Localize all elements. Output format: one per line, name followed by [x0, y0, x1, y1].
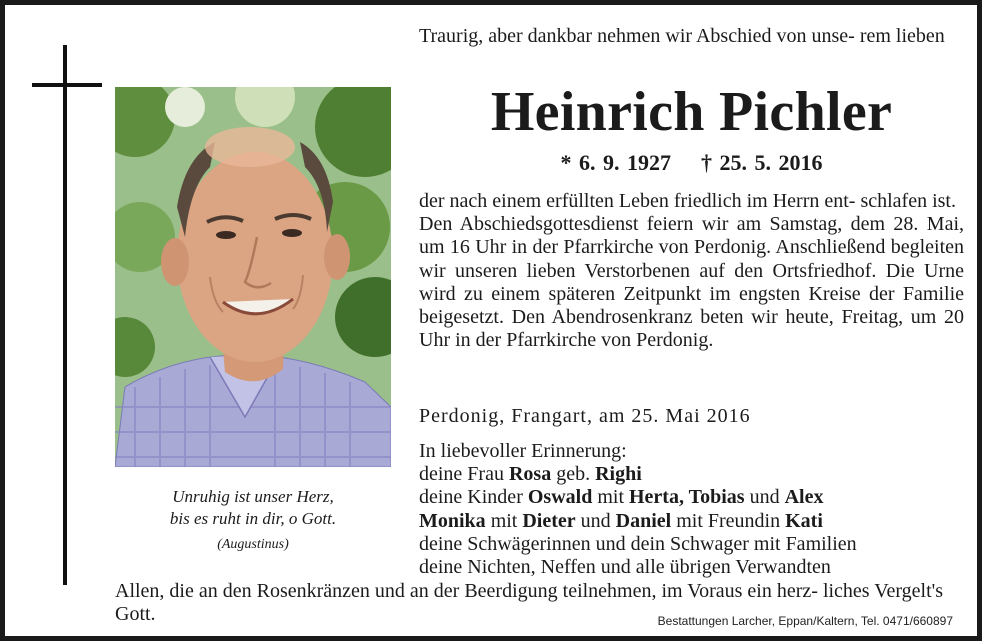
portrait-photo — [115, 87, 391, 467]
connector-word: mit Freundin — [676, 509, 781, 532]
deceased-name: Heinrich Pichler — [490, 81, 893, 143]
funeral-home-credit: Bestattungen Larcher, Eppan/Kaltern, Tel. 0471/660897 — [657, 614, 953, 628]
connector-word: und — [749, 486, 780, 509]
wife-geb: geb. — [556, 463, 591, 486]
cross-vertical-bar — [63, 45, 67, 585]
quote-line-1: Unruhig ist unser Herz, — [172, 487, 334, 506]
cross-horizontal-bar — [32, 83, 102, 87]
child-name: Daniel — [615, 509, 672, 532]
life-dates — [419, 150, 964, 176]
family-relatives: deine Nichten, Neffen und alle übrigen Verwandten — [419, 556, 831, 579]
family-children-2 — [419, 510, 964, 533]
child-name: Kati — [785, 509, 823, 532]
intro-text: Traurig, aber dankbar nehmen wir Abschied von unse- rem lieben — [419, 25, 945, 47]
family-wife — [419, 463, 964, 486]
child-name: Oswald — [527, 486, 593, 509]
children-prefix: deine Kinder — [419, 486, 523, 509]
birth-date: * 6. 9. 1927 — [560, 150, 671, 175]
announcement-paragraph-2: Den Abschiedsgottesdienst feiern wir am Samstag, dem 28. Mai, um 16 Uhr in der Pfarrkirche von Perdonig. Anschließend begleiten wir unseren lieben Verstorbenen auf den Ortsfriedhof. Die Urne wird zu einem späteren Zeitpunkt im engsten Kreise der Familie beigesetzt. Den Abendrosenkranz beten wir heute, Freitag, um 20 Uhr in der Pfarrkirche von Perdonig. — [419, 213, 964, 352]
child-name: Alex — [784, 486, 824, 509]
quote-author: (Augustinus) — [217, 537, 289, 552]
child-name: Herta, Tobias — [629, 486, 745, 509]
child-name: Dieter — [522, 509, 576, 532]
family-heading: In liebevoller Erinnerung: — [419, 440, 627, 462]
quote-line-2: bis es ruht in dir, o Gott. — [169, 509, 337, 528]
child-name: Monika — [419, 509, 486, 532]
wife-prefix: deine Frau — [419, 463, 504, 486]
announcement-text — [419, 190, 964, 352]
connector-word: mit — [490, 509, 518, 532]
connector-word: mit — [597, 486, 624, 509]
connector-word: und — [580, 509, 611, 532]
thanks-text: Allen, die an den Rosenkränzen und an der Beerdigung teilnehmen, im Voraus ein herz- liches Vergelt's Gott. — [115, 580, 944, 626]
wife-maiden-name: Righi — [595, 463, 642, 486]
announcement-paragraph-1: der nach einem erfüllten Leben friedlich im Herrn ent- schlafen ist. — [419, 190, 956, 212]
family-children-1 — [419, 486, 964, 509]
wife-name: Rosa — [508, 463, 552, 486]
family-in-laws: deine Schwägerinnen und dein Schwager mit Familien — [419, 532, 857, 555]
family-list — [419, 440, 964, 579]
place-and-date: Perdonig, Frangart, am 25. Mai 2016 — [419, 405, 751, 427]
quote-block — [115, 486, 391, 560]
death-date: † 25. 5. 2016 — [701, 150, 823, 175]
